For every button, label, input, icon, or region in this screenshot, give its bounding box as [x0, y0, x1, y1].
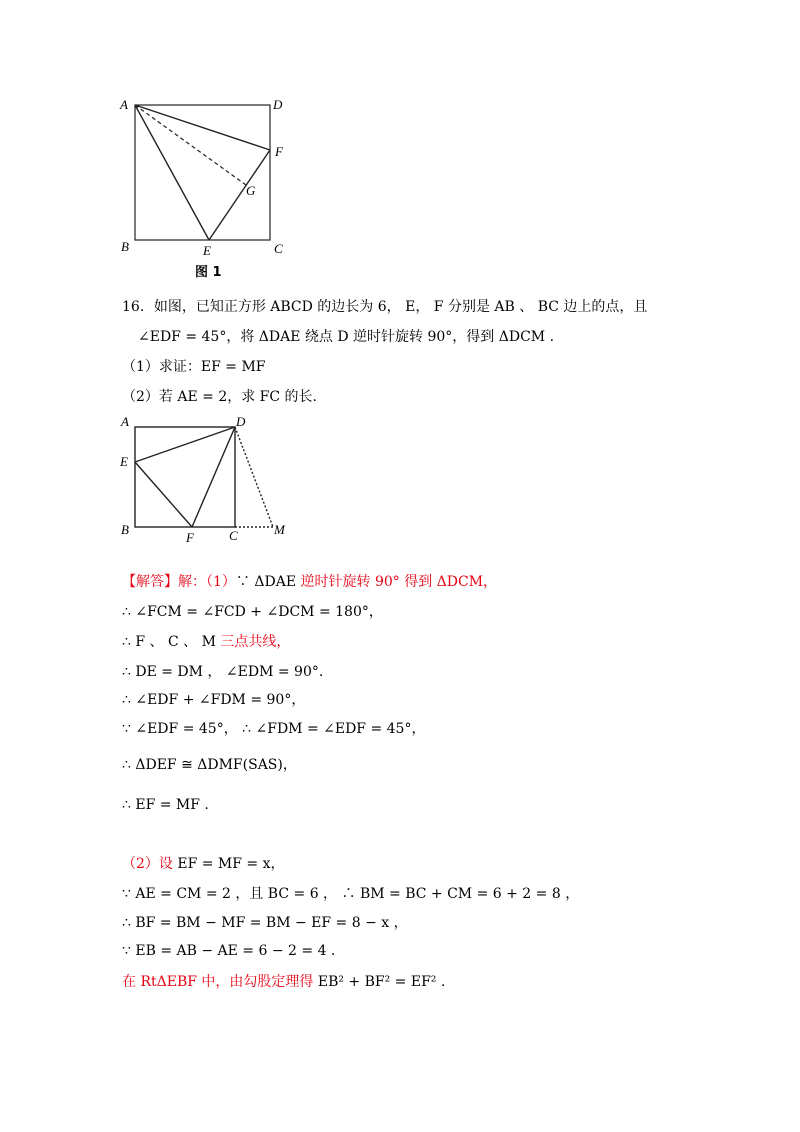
solution-t4-math: EB² + BF² = EF² . [313, 974, 446, 990]
fig2-label-e: E [120, 454, 128, 469]
solution-t4 [122, 972, 445, 992]
solution-line-5: ∴ ∠EDF + ∠FDM = 90°， [122, 692, 306, 708]
solution-part-2-line [122, 854, 285, 874]
solution-p2-math: EF = MF = x， [172, 856, 285, 872]
solution-line-6: ∵ ∠EDF = 45°， ∴ ∠FDM = ∠EDF = 45°， [122, 721, 426, 737]
solution-t1: ∵ AE = CM = 2 ，且 BC = 6 ， ∴ BM = BC + CM = 6 + 2 = 8 ， [122, 886, 580, 902]
fig1-label-d: D [273, 97, 283, 112]
fig2-label-m: M [274, 522, 285, 537]
fig2-label-f: F [186, 530, 194, 545]
solution-line-3 [122, 632, 290, 652]
problem-part-2: （2）若 AE = 2，求 FC 的长. [122, 389, 318, 405]
fig1-label-a: A [120, 97, 128, 112]
solution-line-7: ∴ ΔDEF ≅ ΔDMF(SAS)， [122, 757, 297, 773]
solution-s1-text: 逆时针旋转 90° 得到 ΔDCM， [296, 574, 498, 590]
problem-part-1: （1）求证：EF = MF [122, 359, 266, 375]
solution-t2: ∴ BF = BM − MF = BM − EF = 8 − x ， [122, 915, 408, 931]
solution-header: 【解答】解：（1） [122, 574, 236, 590]
fig1-label-g: G [246, 183, 256, 198]
fig1-label-b: B [121, 239, 129, 254]
figure-1 [115, 95, 295, 280]
fig1-caption: 图 1 [195, 265, 222, 280]
problem-line-2: ∠EDF = 45°，将 ΔDAE 绕点 D 逆时针旋转 90°，得到 ΔDCM . [138, 329, 555, 345]
fig2-label-c: C [229, 528, 238, 543]
solution-line-1 [122, 572, 497, 592]
solution-t4-pre: 在 RtΔEBF 中，由勾股定理得 [122, 974, 314, 990]
fig1-label-f: F [275, 144, 283, 159]
fig2-label-b: B [121, 522, 129, 537]
fig1-label-c: C [274, 241, 283, 256]
solution-s3-text: 三点共线， [215, 634, 291, 650]
solution-s3-math: ∴ F 、 C 、 M [122, 634, 216, 650]
solution-t3: ∵ EB = AB − AE = 6 − 2 = 4 . [122, 943, 336, 959]
solution-line-4: ∴ DE = DM ， ∠EDM = 90°. [122, 664, 324, 680]
solution-line-2: ∴ ∠FCM = ∠FCD + ∠DCM = 180°， [122, 604, 383, 620]
problem-line-1: 16．如图，已知正方形 ABCD 的边长为 6， E， F 分别是 AB 、 BC 边上的点，且 [122, 299, 648, 315]
figure-2 [115, 412, 305, 547]
fig2-label-a: A [121, 414, 129, 429]
solution-line-8: ∴ EF = MF . [122, 797, 209, 813]
fig1-label-e: E [203, 243, 211, 258]
solution-s1-math: ∵ ΔDAE [235, 574, 297, 590]
solution-p2-label: （2）设 [122, 856, 173, 872]
fig2-label-d: D [236, 414, 246, 429]
